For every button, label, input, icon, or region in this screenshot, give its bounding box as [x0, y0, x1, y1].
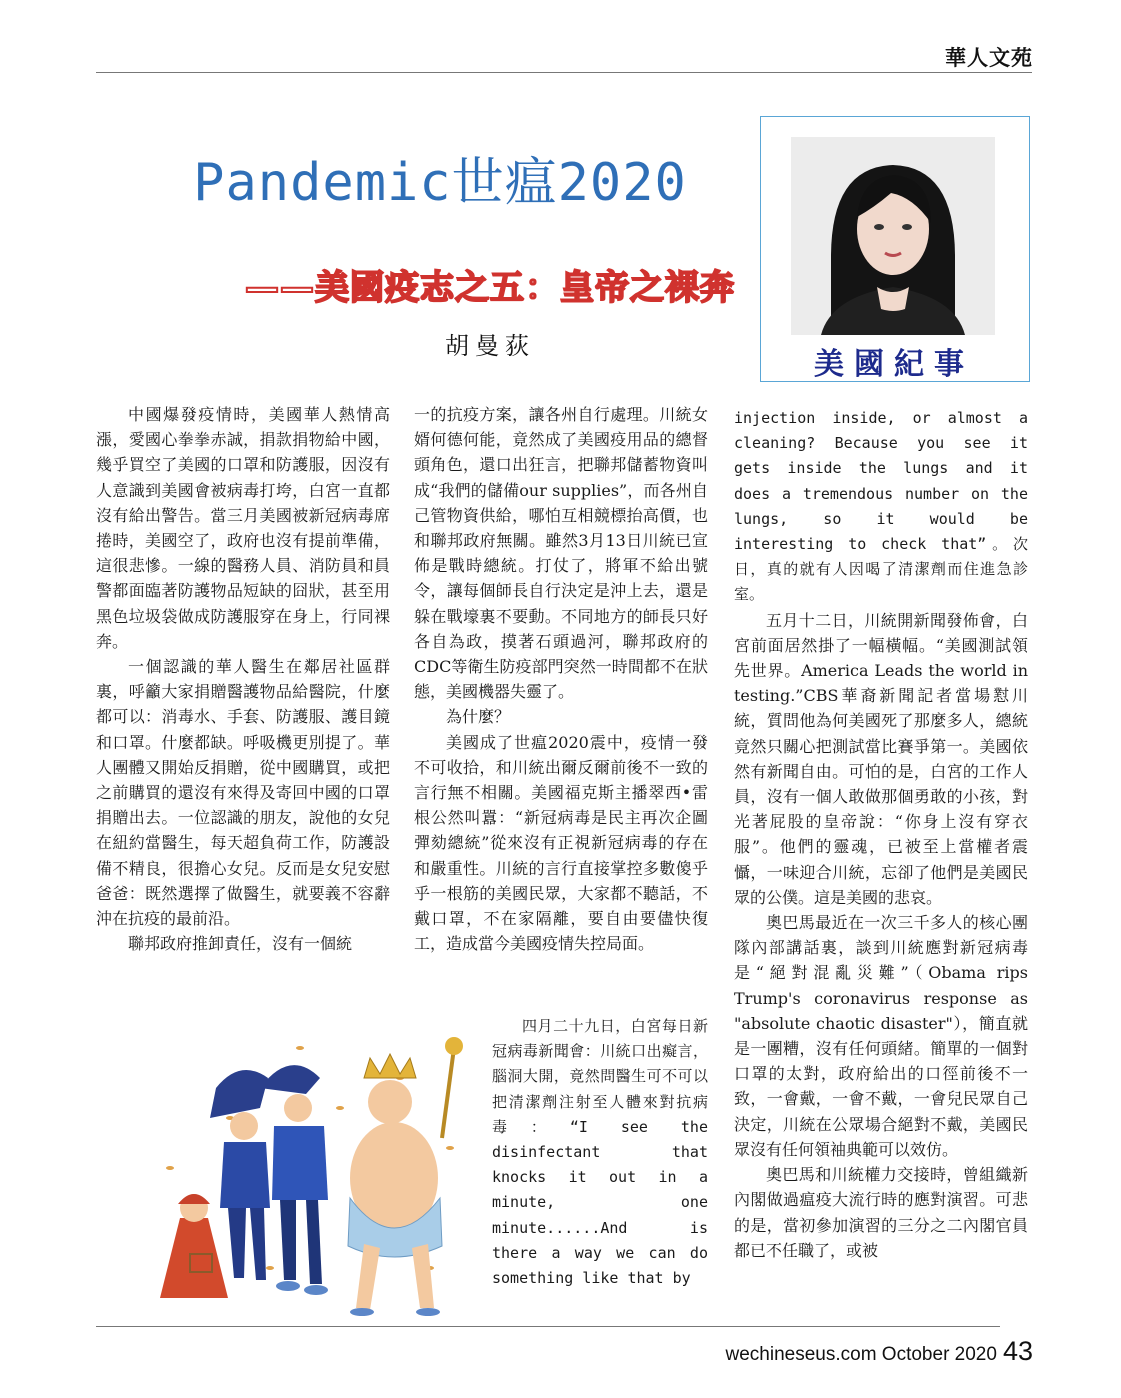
article-author: 胡曼荻 [445, 332, 535, 360]
footer-site: wechineseus.com October 2020 [725, 1344, 997, 1365]
column-2-bottom [492, 1014, 708, 1291]
article-title: Pandemic世瘟2020 [193, 153, 687, 213]
page-number: 43 [1002, 1336, 1033, 1366]
page-footer [726, 1336, 1033, 1367]
top-rule [96, 72, 1032, 73]
photo-caption: 美國紀事 [814, 347, 974, 382]
bottom-rule [96, 1326, 1000, 1327]
paragraph: 五月十二日，川統開新聞發佈會，白宮前面居然掛了一幅橫幅。“美國測試領先世界。America Leads the world in testing.”CBS華裔新聞記者當場懟川統，質問他為何美國死了那麼多人，總統竟然只關心把測試當比賽爭第一。美國依然有新聞自由。可怕的是，白宮的工作人員，沒有一個人敢做那個勇敢的小孩，對光著屁股的皇帝說：“你身上沒有穿衣服”。他們的靈魂，已被至上當權者震懾，一味迎合川統，忘卻了他們是美國民眾的公僕。這是美國的悲哀。 [734, 610, 1028, 907]
column-3 [734, 406, 1028, 1263]
author-photo [791, 137, 995, 335]
paragraph: injection inside, or almost a cleaning? Because you see it gets inside the lungs and it does a tremendous number on the lungs, so it would be interesting to check that”。次日，真的就有人因喝了清潔劑而住進急診室。 [734, 409, 1028, 604]
paragraph: 奧巴馬和川統權力交接時，曾組織新內閣做過瘟疫大流行時的應對演習。可悲的是，當初參加演習的三分之二內閣官員都已不任職了，或被 [734, 1165, 1028, 1260]
paragraph: 一個認識的華人醫生在鄰居社區群裏，呼籲大家捐贈醫護物品給醫院，什麼都可以：消毒水、手套、防護服、護目鏡和口罩。什麼都缺。呼吸機更別提了。華人團體又開始反捐贈，從中國購買，或把之前購買的還沒有來得及寄回中國的口罩捐贈出去。一位認識的朋友，說他的女兒在紐約當醫生，每天超負荷工作，防護設備不精良，很擔心女兒。反而是女兒安慰爸爸：既然選擇了做醫生，就要義不容辭沖在抗疫的最前沿。 [96, 657, 390, 929]
column-2 [414, 402, 708, 956]
paragraph: 為什麼？ [446, 707, 511, 727]
author-photo-frame [760, 116, 1030, 382]
paragraph: 聯邦政府推卸責任，沒有一個統 [128, 934, 353, 954]
paragraph: 美國成了世瘟2020震中，疫情一發不可收拾，和川統出爾反爾前後不一致的言行無不相關。美國福克斯主播翠西•雷根公然叫囂：“新冠病毒是民主再次企圖彈劾總統”從來沒有正視新冠病毒的存在和嚴重性。川統的言行直接掌控多數傻乎乎一根筋的美國民眾，大家都不聽話，不戴口罩，不在家隔離，要自由要儘快復工，造成當今美國疫情失控局面。 [414, 732, 708, 954]
column-1 [96, 402, 390, 956]
paragraph: 四月二十九日，白宮每日新冠病毒新聞會：川統口出癡言，腦洞大開，竟然問醫生可不可以把清潔劑注射至人體來對抗病毒：“I see the disinfectant that knocks it out in a minute, one minute......And is there a way we can do something like that by [492, 1017, 708, 1288]
portrait-image [791, 137, 995, 335]
paragraph: 奧巴馬最近在一次三千多人的核心團隊內部講話裏，談到川統應對新冠病毒是“絕對混亂災難”（Obama rips Trump's coronavirus response as "absolute chaotic disaster"），簡直就是一團糟，沒有任何頭緒。簡單的一個對口罩的太對，政府給出的口徑前後不一致，一會戴，一會不戴，一會兒民眾自己決定，川統在公眾場合絕對不戴，美國民眾沒有任何領袖典範可以效仿。 [734, 913, 1028, 1159]
emperor-illustration [150, 1018, 472, 1318]
paragraph: 中國爆發疫情時，美國華人熱情高漲，愛國心拳拳赤誠，捐款捐物給中國，幾乎買空了美國的口罩和防護服，因沒有人意識到美國會被病毒打垮，白宮一直都沒有給出警告。當三月美國被新冠病毒席捲時，美國空了，政府也沒有提前準備，這很悲慘。一線的醫務人員、消防員和員警都面臨著防護物品短缺的囧狀，甚至用黑色垃圾袋做成防護服穿在身上，行同裸奔。 [96, 405, 390, 651]
section-tag: 華人文苑 [945, 45, 1033, 70]
article-subtitle: ——美國疫志之五：皇帝之裸奔 [245, 268, 735, 308]
paragraph: 一的抗疫方案，讓各州自行處理。川統女婿何德何能，竟然成了美國疫用品的總督頭角色，還口出狂言，把聯邦儲蓄物資叫成“我們的儲備our supplies”，而各州自己管物資供給，哪怕互相競標抬高價，也和聯邦政府無關。雖然3月13日川統已宣佈是戰時總統。打仗了，將軍不給出號令，讓每個師長自行決定是沖上去，還是躲在戰壕裏不要動。不同地方的師長只好各自為政，摸著石頭過河，聯邦政府的CDC等衛生防疫部門突然一時間都不在狀態，美國機器失靈了。 [414, 405, 708, 702]
